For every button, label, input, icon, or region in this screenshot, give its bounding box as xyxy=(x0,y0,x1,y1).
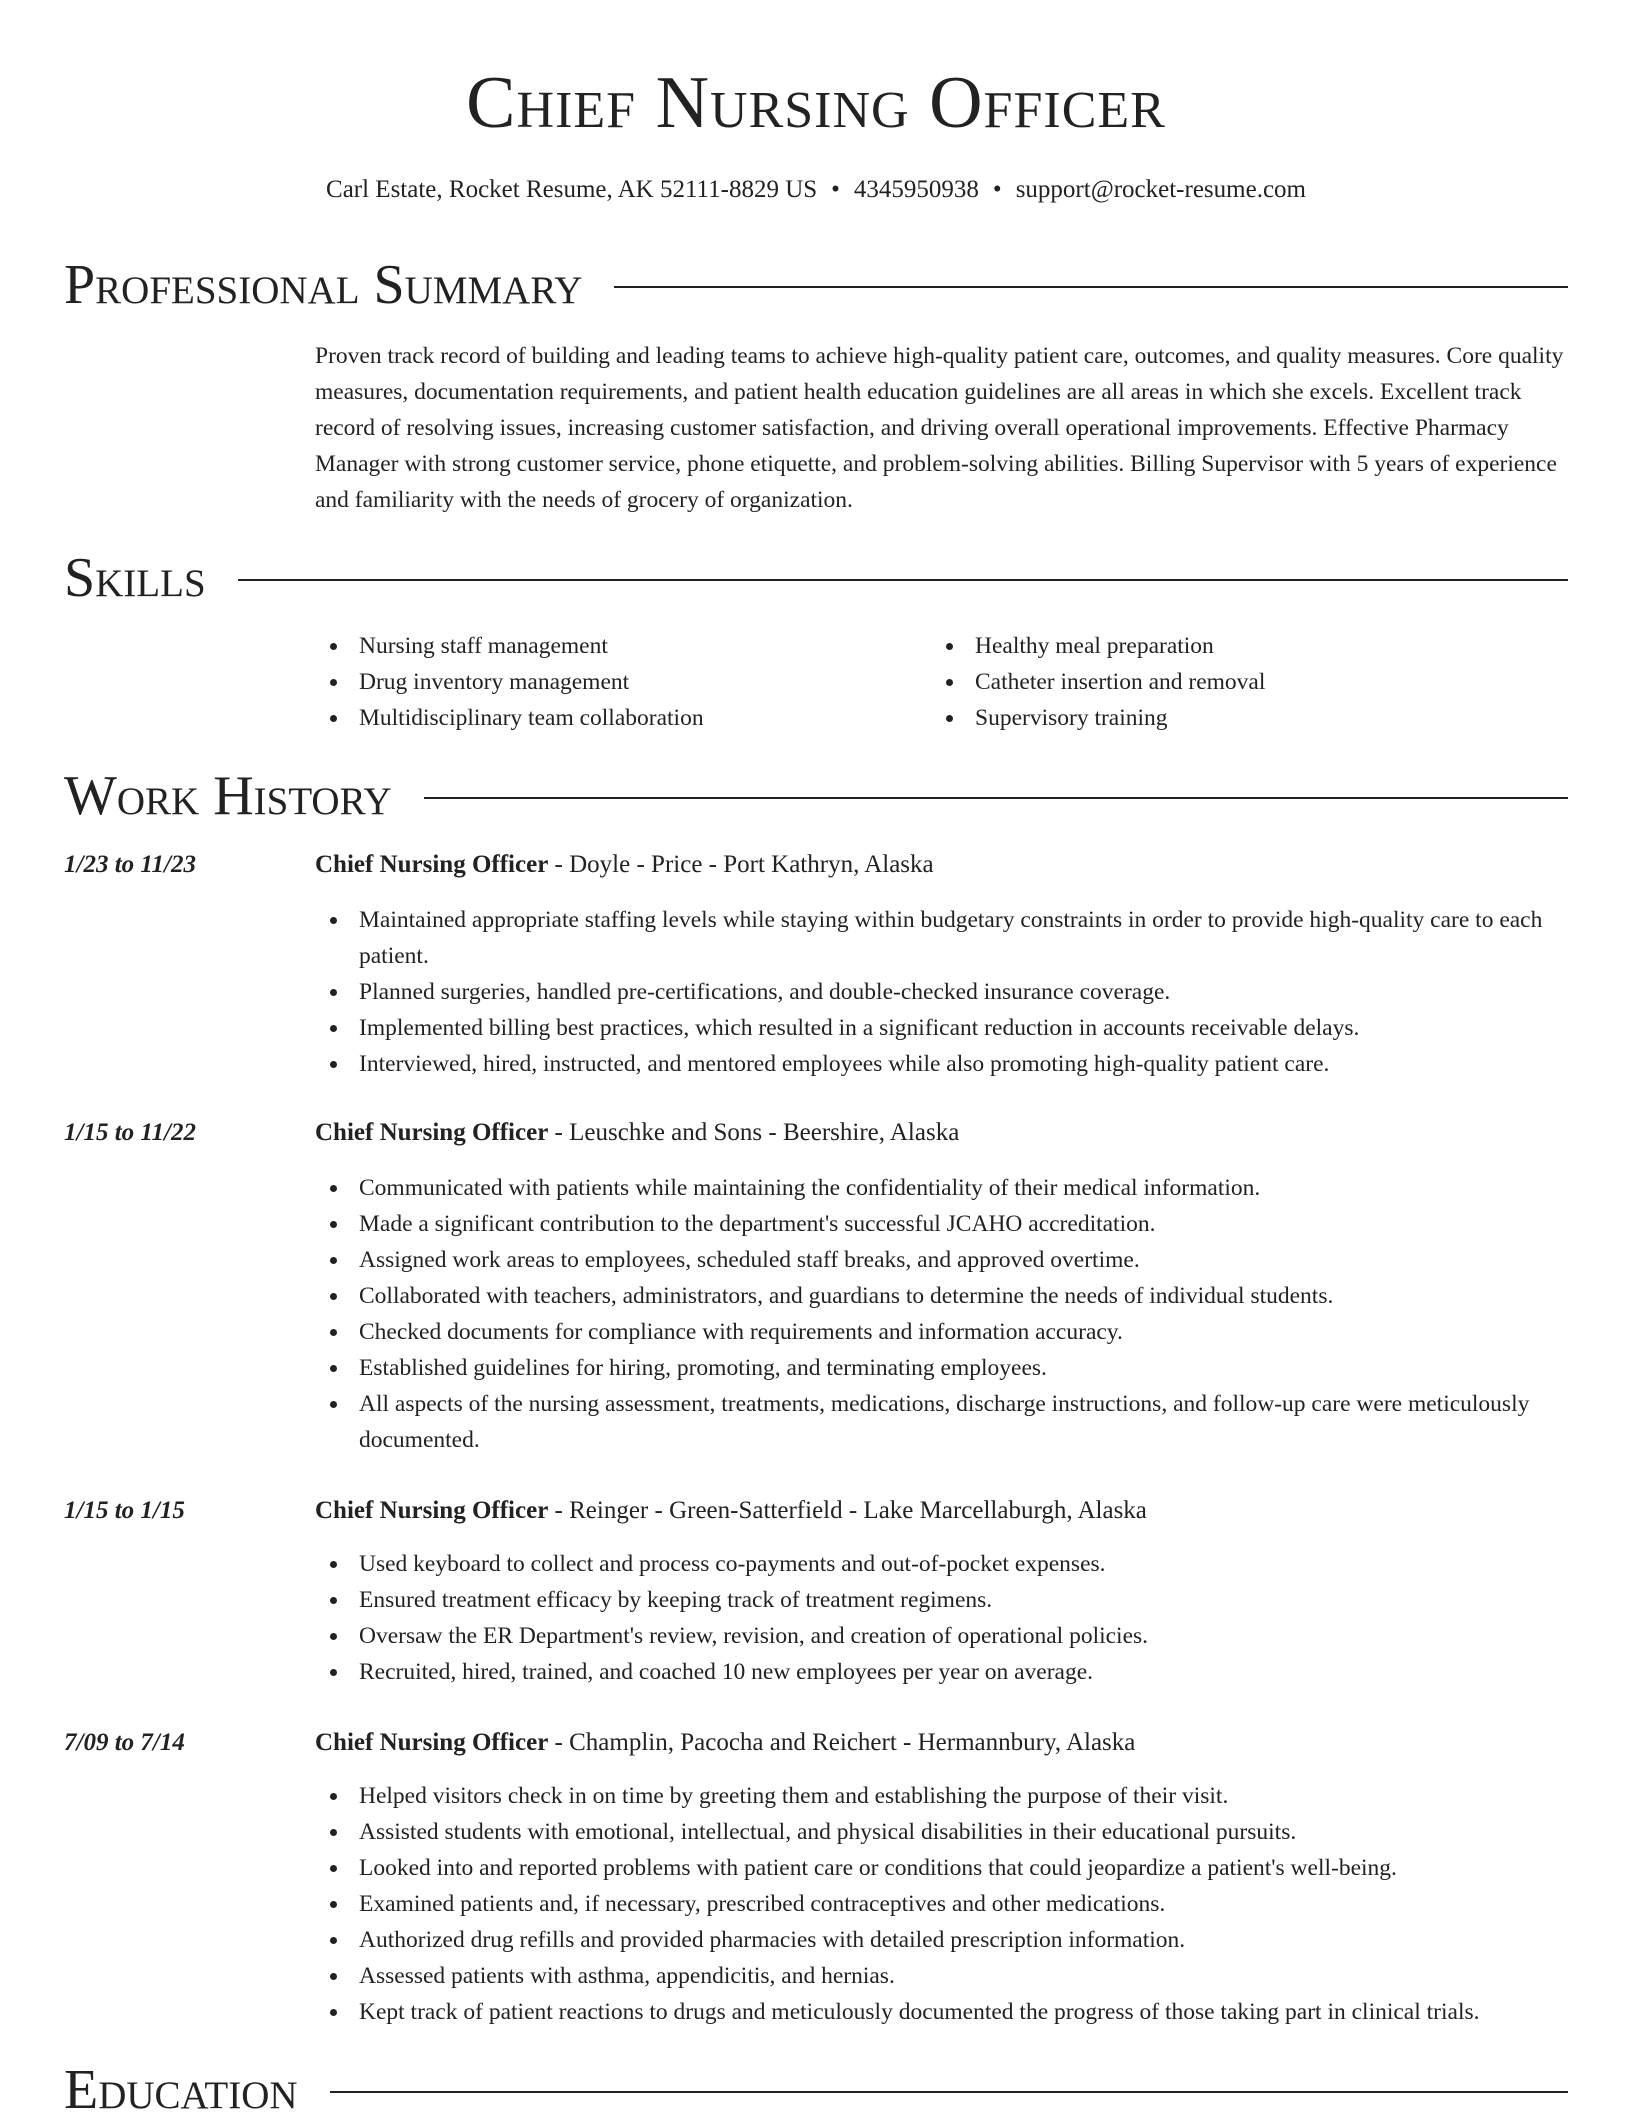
job-bullets xyxy=(315,1778,1568,2030)
skill-item: Catheter insertion and removal xyxy=(931,664,1265,700)
contact-line xyxy=(0,174,1632,206)
job-title xyxy=(315,1116,1568,1150)
job-role: Chief Nursing Officer xyxy=(315,1497,549,1524)
contact-separator: • xyxy=(831,176,840,203)
job-bullet: Ensured treatment efficacy by keeping track of treatment regimens. xyxy=(315,1582,1568,1618)
job-dates: 1/23 to 11/23 xyxy=(64,851,196,878)
job-employer: - Doyle - Price - Port Kathryn, Alaska xyxy=(548,851,934,878)
section-divider xyxy=(330,2091,1568,2093)
skill-item: Healthy meal preparation xyxy=(931,628,1265,664)
job-employer: - Leuschke and Sons - Beershire, Alaska xyxy=(548,1119,960,1146)
job-bullet: Made a significant contribution to the department's successful JCAHO accreditation. xyxy=(315,1206,1568,1242)
job-bullet: Looked into and reported problems with patient care or conditions that could jeopardize a patient's well-being. xyxy=(315,1850,1568,1886)
job-title xyxy=(315,848,1568,882)
job-title xyxy=(315,1494,1568,1528)
job-bullet: Implemented billing best practices, which resulted in a significant reduction in accounts receivable delays. xyxy=(315,1010,1568,1046)
job-bullet: Planned surgeries, handled pre-certifications, and double-checked insurance coverage. xyxy=(315,974,1568,1010)
job-employer: - Champlin, Pacocha and Reichert - Hermannbury, Alaska xyxy=(548,1729,1136,1756)
job-bullet: Oversaw the ER Department's review, revision, and creation of operational policies. xyxy=(315,1618,1568,1654)
skill-item: Drug inventory management xyxy=(315,664,704,700)
job-bullet: Helped visitors check in on time by greeting them and establishing the purpose of their visit. xyxy=(315,1778,1568,1814)
job-bullets xyxy=(315,1170,1568,1458)
job-dates: 7/09 to 7/14 xyxy=(64,1729,185,1756)
contact-email: support@rocket-resume.com xyxy=(1015,176,1306,203)
contact-address: Carl Estate, Rocket Resume, AK 52111-8829 US xyxy=(326,176,818,203)
job-bullet: Assigned work areas to employees, scheduled staff breaks, and approved overtime. xyxy=(315,1242,1568,1278)
section-divider xyxy=(424,797,1568,799)
job-title xyxy=(315,1726,1568,1760)
job-bullet: Examined patients and, if necessary, prescribed contraceptives and other medications. xyxy=(315,1886,1568,1922)
education-heading: Education xyxy=(64,2059,298,2121)
job-dates: 1/15 to 1/15 xyxy=(64,1497,185,1524)
job-bullet: Checked documents for compliance with requirements and information accuracy. xyxy=(315,1314,1568,1350)
job-employer: - Reinger - Green-Satterfield - Lake Marcellaburgh, Alaska xyxy=(548,1497,1147,1524)
job-bullet: Kept track of patient reactions to drugs and meticulously documented the progress of those taking part in clinical trials. xyxy=(315,1994,1568,2030)
job-bullet: Communicated with patients while maintaining the confidentiality of their medical information. xyxy=(315,1170,1568,1206)
job-role: Chief Nursing Officer xyxy=(315,851,549,878)
section-divider xyxy=(614,286,1568,288)
job-bullet: Assessed patients with asthma, appendicitis, and hernias. xyxy=(315,1958,1568,1994)
summary-section-header xyxy=(64,250,1568,320)
job-bullet: Maintained appropriate staffing levels while staying within budgetary constraints in order to provide high-quality care to each patient. xyxy=(315,902,1568,974)
summary-text: Proven track record of building and leading teams to achieve high-quality patient care, outcomes, and quality measures. Core quality measures, documentation requirements, and patient health education guidelines are all areas in which she excels. Excellent track record of resolving issues, increasing customer satisfaction, and driving overall operational improvements. Effective Pharmacy Manager with strong customer service, phone etiquette, and problem-solving abilities. Billing Supervisor with 5 years of experience and familiarity with the needs of grocery of organization. xyxy=(315,343,1564,513)
contact-separator: • xyxy=(992,176,1002,203)
education-section-header xyxy=(64,2055,1568,2125)
work-heading: Work History xyxy=(64,765,392,827)
job-bullet: Recruited, hired, trained, and coached 10 new employees per year on average. xyxy=(315,1654,1568,1690)
skills-heading: Skills xyxy=(64,547,206,609)
job-role: Chief Nursing Officer xyxy=(315,1729,549,1756)
skill-item: Nursing staff management xyxy=(315,628,704,664)
job-bullet: Authorized drug refills and provided pharmacies with detailed prescription information. xyxy=(315,1922,1568,1958)
job-bullet: Assisted students with emotional, intellectual, and physical disabilities in their educational pursuits. xyxy=(315,1814,1568,1850)
candidate-title: Chief Nursing Officer xyxy=(466,62,1166,144)
job-bullets xyxy=(315,902,1568,1082)
job-bullet: Collaborated with teachers, administrators, and guardians to determine the needs of individual students. xyxy=(315,1278,1568,1314)
skill-item: Multidisciplinary team collaboration xyxy=(315,700,704,736)
work-section-header xyxy=(64,761,1568,831)
skill-item: Supervisory training xyxy=(931,700,1265,736)
contact-phone: 4345950938 xyxy=(853,176,979,203)
job-bullet: Used keyboard to collect and process co-payments and out-of-pocket expenses. xyxy=(315,1546,1568,1582)
job-bullet: All aspects of the nursing assessment, treatments, medications, discharge instructions, and follow-up care were meticulously documented. xyxy=(315,1386,1568,1458)
job-role: Chief Nursing Officer xyxy=(315,1119,549,1146)
job-bullet: Established guidelines for hiring, promoting, and terminating employees. xyxy=(315,1350,1568,1386)
job-bullet: Interviewed, hired, instructed, and mentored employees while also promoting high-quality patient care. xyxy=(315,1046,1568,1082)
job-dates: 1/15 to 11/22 xyxy=(64,1119,196,1146)
summary-heading: Professional Summary xyxy=(64,254,583,316)
section-divider xyxy=(238,579,1568,581)
job-bullets xyxy=(315,1546,1568,1690)
skills-list-right xyxy=(931,628,1265,736)
skills-section-header xyxy=(64,543,1568,613)
skills-list-left xyxy=(315,628,704,736)
